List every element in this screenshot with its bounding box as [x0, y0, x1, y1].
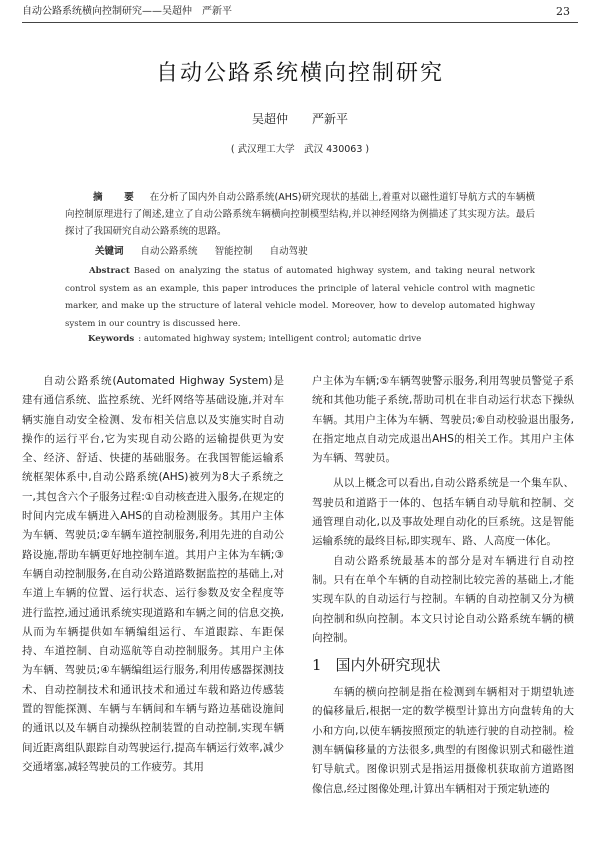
right-column [312, 372, 574, 799]
keyword-zh-item: 智能控制 [214, 246, 253, 257]
keywords-zh-label: 关键词 [95, 246, 124, 257]
running-head-title: 自动公路系统横向控制研究——吴超仲 严新平 [22, 6, 232, 17]
affiliation: ( 武汉理工大学 武汉 430063 ) [230, 144, 370, 155]
keywords-en-label: Keywords [88, 334, 135, 344]
left-column [22, 372, 284, 777]
paper-title: 自动公路系统横向控制研究 [155, 61, 444, 86]
body-paragraph: 户主体为车辆;⑤车辆驾驶警示服务,利用驾驶员警觉子系统和其他功能子系统,帮助司机在非自动运行状态下操纵车辆。其用户主体为车辆、驾驶员;⑥自动校验退出服务,在指定地点自动完成退出AHS的相关工作。其用户主体为车辆、驾驶员。 [312, 375, 574, 465]
keywords-en: Keywords : automated highway system; intelligent control; automatic drive [88, 334, 422, 344]
section-heading [312, 654, 574, 676]
keyword-zh-item: 自动公路系统 [140, 246, 198, 257]
abstract-en [65, 263, 535, 333]
abstract-en-label: Abstract [89, 266, 130, 276]
keyword-zh-item: 自动驾驶 [269, 246, 308, 257]
abstract-zh-text: 在分析了国内外自动公路系统(AHS)研究现状的基础上,着重对以磁性道钉导航方式的车辆横向控制原理进行了阐述,建立了自动公路系统车辆横向控制模型结构,并以神经网络为例描述了其实现方法。最后探讨了我国研究自动公路系统的思路。 [65, 192, 535, 237]
abstract-en-text: Based on analyzing the status of automated highway system, and taking neural network control system as an example, this paper introduces the principle of lateral vehicle control with magnetic marker, and make up the structure of lateral vehicle model. Moreover, how to develop automated highway system in our country is discussed here. [65, 266, 535, 329]
keywords-zh [95, 243, 322, 257]
body-paragraph: 自动公路系统最基本的部分是对车辆进行自动控制。只有在单个车辆的自动控制比较完善的基础上,才能实现车队的自动运行与控制。车辆的自动控制又分为横向控制和纵向控制。本文只讨论自动公路系统车辆的横向控制。 [312, 554, 574, 644]
section-number: 1 [312, 656, 322, 675]
page-number: 23 [556, 5, 570, 18]
running-head [22, 4, 578, 23]
section-title: 国内外研究现状 [335, 656, 441, 675]
body-paragraph: 从以上概念可以看出,自动公路系统是一个集车队、驾驶员和道路于一体的、包括车辆自动导航和控制、交通管理自动化,以及事故处理自动化的巨系统。这是智能运输系统的最终目标,即实现车、路、人高度一体化。 [312, 477, 574, 548]
body-paragraph: 自动公路系统(Automated Highway System)是建有通信系统、监控系统、光纤网络等基础设施,并对车辆实施自动安全检测、发布相关信息以及实施实时自动操作的运行平台,它为实现自动公路的运输提供更为安全、经济、舒适、快捷的基础服务。在我国智能运输系统框架体系中,自动公路系统(AHS)被列为8大子系统之一,其包含六个子服务过程:①自动核查进入服务,在规定的时间内完成车辆进入AHS的自动检测服务。其用户主体为车辆、驾驶员;②车辆车道控制服务,利用先进的自动公路设施,帮助车辆更好地控制车道。其用户主体为车辆;③车辆自动控制服务,在自动公路道路数据监控的基础上,对车道上车辆的位置、运行状态、运行参数及安全程度等进行监控,通过通讯系统实现道路和车辆之间的信息交换,从而为车辆提供如车辆编组运行、车道跟踪、车距保持、车道控制、自动巡航等自动控制服务。其用户主体为车辆、驾驶员;④车辆编组运行服务,利用传感器探测技术、自动控制技术和通讯技术和通过车载和路边传感装置的智能探测、车辆与车辆间和车辆与路边基础设施间的通讯以及车辆自动操纵控制装置的自动控制,实现车辆间近距离组队跟踪自动驾驶运行,提高车辆运行效率,减少交通堵塞,减轻驾驶员的工作疲劳。其用 [22, 375, 284, 773]
body-paragraph: 车辆的横向控制是指在检测到车辆相对于期望轨迹的偏移量后,根据一定的数学模型计算出方向盘转角的大小和方向,以使车辆按照预定的轨迹行驶的自动控制。检测车辆偏移量的方法很多,典型的有图像识别式和磁性道钉导航式。图像识别式是指运用摄像机获取前方道路图像信息,经过图像处理,计算出车辆相对于预定轨迹的 [312, 686, 574, 795]
keywords-en-text: automated highway system; intelligent control; automatic drive [143, 334, 422, 344]
authors: 吴超仲 严新平 [251, 112, 348, 126]
abstract-zh [65, 189, 535, 240]
abstract-zh-label: 摘 要 [93, 192, 140, 203]
